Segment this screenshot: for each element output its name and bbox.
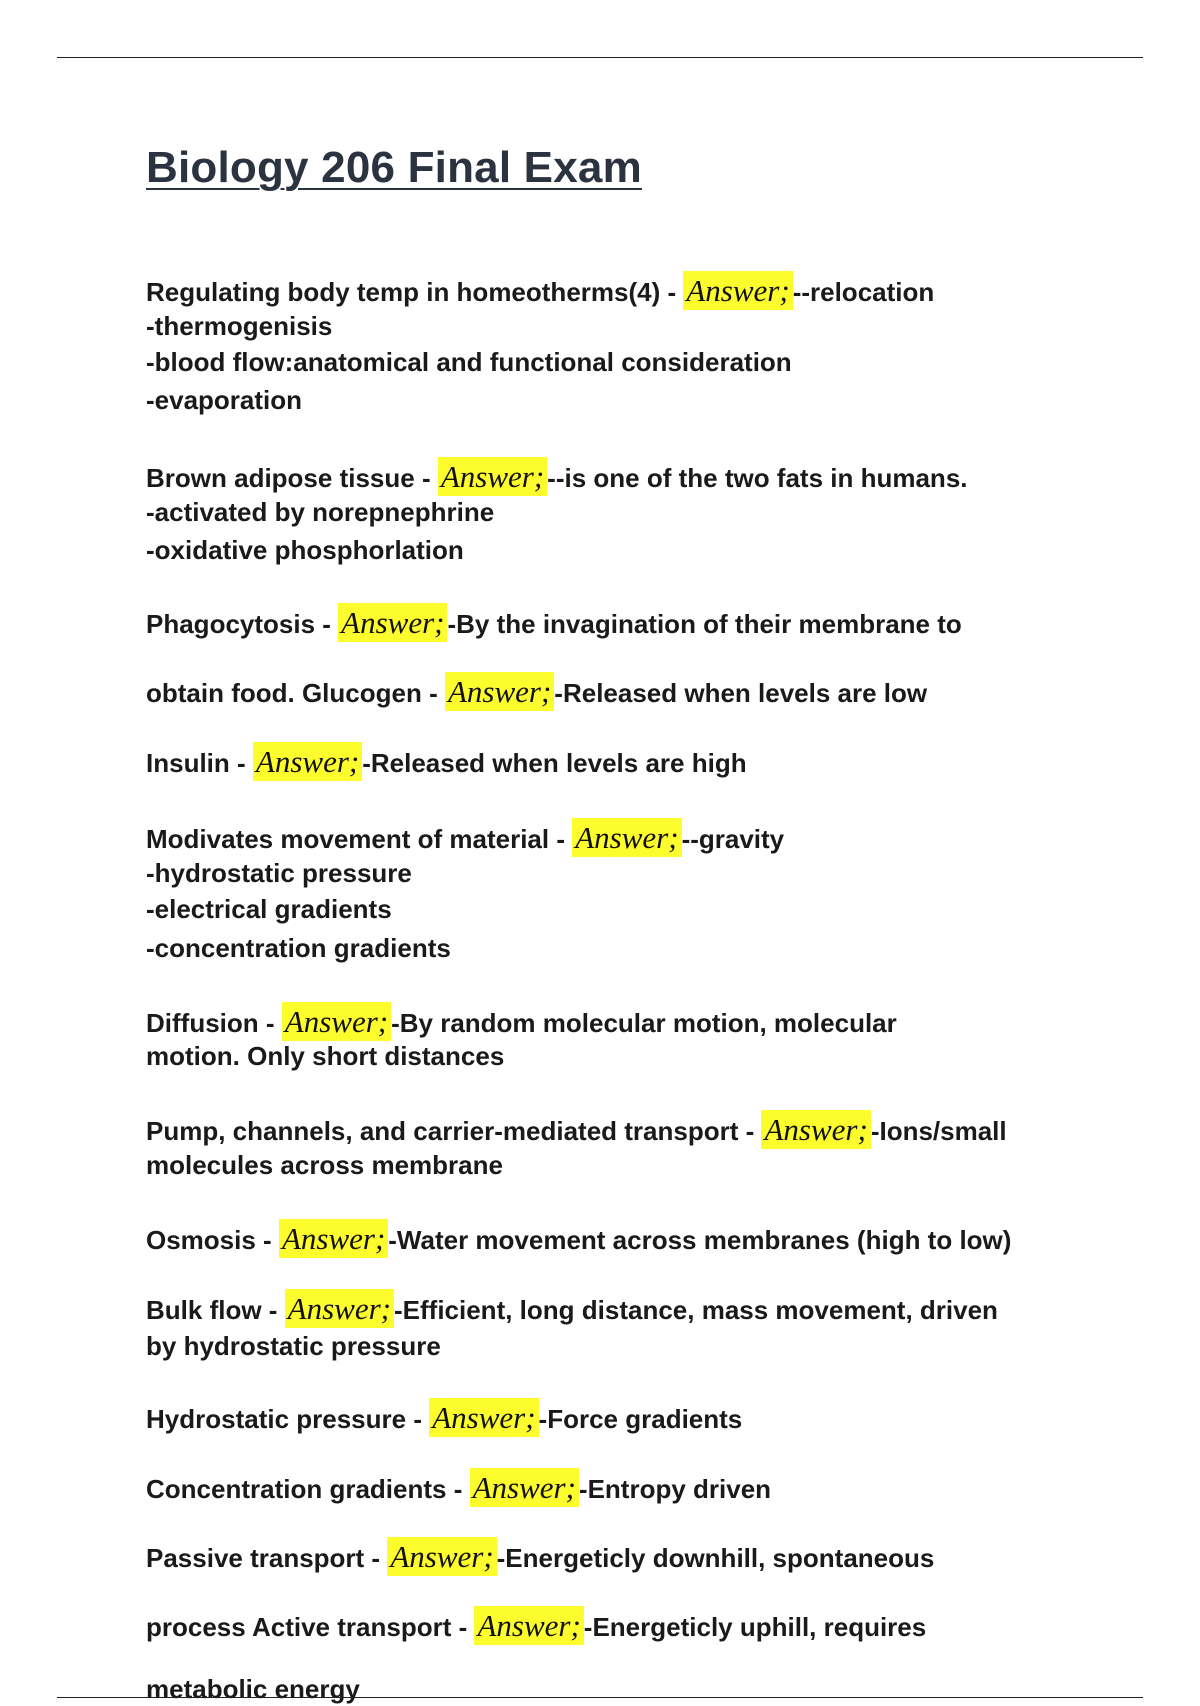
answer-highlight: Answer; xyxy=(429,1398,538,1437)
answer-text: -By random molecular motion, molecular xyxy=(391,1008,897,1038)
qa-line xyxy=(146,274,934,309)
answer-highlight: Answer; xyxy=(285,1289,394,1328)
answer-highlight: Answer; xyxy=(445,672,554,711)
bottom-rule xyxy=(57,1697,1143,1698)
text-line: motion. Only short distances xyxy=(146,1041,505,1071)
answer-text: -Efficient, long distance, mass movement, driven xyxy=(394,1295,998,1325)
text-line: metabolic energy xyxy=(146,1674,360,1704)
qa-line xyxy=(146,460,968,495)
question-text: Brown adipose tissue - xyxy=(146,463,438,493)
text-line: -blood flow:anatomical and functional consideration xyxy=(146,347,792,377)
answer-highlight: Answer; xyxy=(683,271,792,310)
question-text: Phagocytosis - xyxy=(146,609,339,639)
qa-line xyxy=(146,1401,742,1436)
question-text: Diffusion - xyxy=(146,1008,282,1038)
answer-highlight: Answer; xyxy=(253,742,362,781)
answer-text: -Energeticly downhill, spontaneous xyxy=(496,1543,935,1573)
answer-text: --gravity xyxy=(681,824,785,854)
question-text: Insulin - xyxy=(146,748,253,778)
question-text: Bulk flow - xyxy=(146,1295,285,1325)
text-line: -concentration gradients xyxy=(146,933,451,963)
answer-text: -Entropy driven xyxy=(578,1474,772,1504)
qa-line xyxy=(146,745,747,780)
answer-highlight: Answer; xyxy=(279,1219,388,1258)
question-text: Modivates movement of material - xyxy=(146,824,573,854)
qa-line xyxy=(146,1222,1011,1257)
answer-highlight: Answer; xyxy=(761,1110,870,1149)
answer-text: -Energeticly uphill, requires xyxy=(583,1612,927,1642)
question-text: obtain food. Glucogen - xyxy=(146,678,445,708)
answer-text: -Force gradients xyxy=(538,1404,743,1434)
answer-highlight: Answer; xyxy=(338,603,447,642)
answer-text: -Released when levels are low xyxy=(554,678,928,708)
text-line: -evaporation xyxy=(146,385,303,415)
qa-line xyxy=(146,606,962,641)
answer-text: --is one of the two fats in humans. xyxy=(547,463,968,493)
question-text: Osmosis - xyxy=(146,1225,279,1255)
text-line: molecules across membrane xyxy=(146,1150,503,1180)
answer-text: --relocation xyxy=(792,277,935,307)
question-text: Hydrostatic pressure - xyxy=(146,1404,430,1434)
question-text: Pump, channels, and carrier-mediated transport - xyxy=(146,1116,762,1146)
qa-line xyxy=(146,1471,771,1506)
answer-highlight: Answer; xyxy=(387,1537,496,1576)
answer-highlight: Answer; xyxy=(470,1468,579,1507)
qa-line xyxy=(146,1609,926,1644)
question-text: process Active transport - xyxy=(146,1612,475,1642)
answer-highlight: Answer; xyxy=(282,1002,391,1041)
qa-line xyxy=(146,1113,1007,1148)
text-line: -thermogenisis xyxy=(146,311,333,341)
qa-line xyxy=(146,1005,897,1040)
qa-line xyxy=(146,675,927,710)
text-line: -activated by norepnephrine xyxy=(146,497,495,527)
qa-line xyxy=(146,1540,934,1575)
answer-highlight: Answer; xyxy=(438,457,547,496)
question-text: Concentration gradients - xyxy=(146,1474,470,1504)
text-line: by hydrostatic pressure xyxy=(146,1331,441,1361)
answer-text: -By the invagination of their membrane to xyxy=(447,609,962,639)
question-text: Passive transport - xyxy=(146,1543,388,1573)
text-line: -electrical gradients xyxy=(146,894,392,924)
answer-text: -Water movement across membranes (high to low) xyxy=(388,1225,1012,1255)
question-text: Regulating body temp in homeotherms(4) - xyxy=(146,277,684,307)
answer-highlight: Answer; xyxy=(572,818,681,857)
text-line: -oxidative phosphorlation xyxy=(146,535,464,565)
qa-line xyxy=(146,1292,998,1327)
answer-text: -Ions/small xyxy=(870,1116,1007,1146)
top-rule xyxy=(57,57,1143,58)
answer-text: -Released when levels are high xyxy=(362,748,747,778)
page-title: Biology 206 Final Exam xyxy=(146,143,642,192)
text-line: -hydrostatic pressure xyxy=(146,858,412,888)
qa-line xyxy=(146,821,784,856)
answer-highlight: Answer; xyxy=(474,1606,583,1645)
